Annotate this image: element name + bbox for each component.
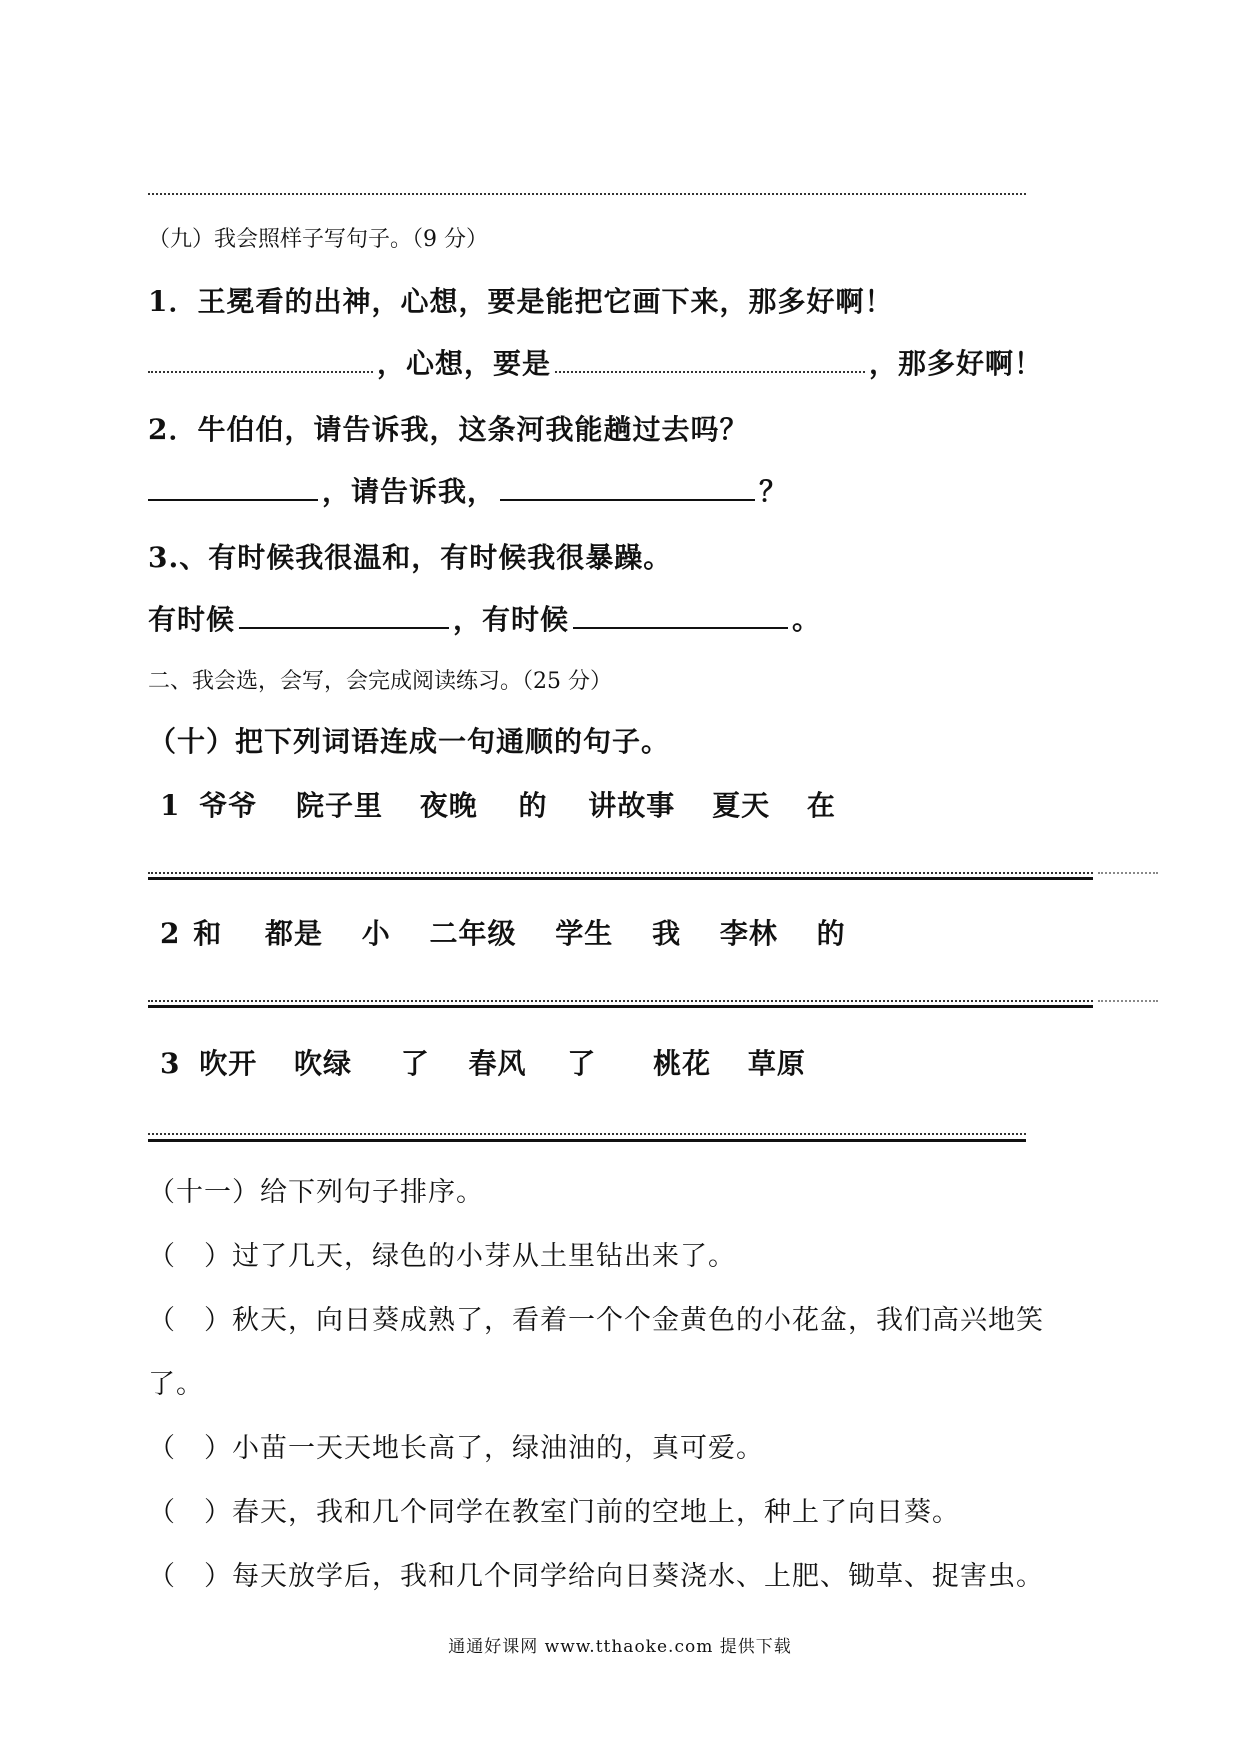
- word: 和: [193, 917, 223, 950]
- item-number: 3: [160, 1047, 181, 1080]
- fill-blank[interactable]: [148, 473, 318, 501]
- word: 爷爷: [199, 789, 258, 822]
- sentence: 小苗一天天地长高了，绿油油的，真可爱。: [232, 1433, 764, 1464]
- answer-line-solid: [148, 877, 1093, 880]
- word: 夜晚: [419, 789, 478, 822]
- sec9-q3-start: 有时候: [148, 603, 236, 636]
- sec10-item-2: [160, 912, 846, 952]
- answer-line-solid: [148, 1139, 1026, 1142]
- sentence: 秋天，向日葵成熟了，看着一个个金黄色的小花盆，我们高兴地笑: [232, 1305, 1044, 1336]
- word: 吹绿: [294, 1047, 353, 1080]
- sentence: 春天，我和几个同学在教室门前的空地上，种上了向日葵。: [232, 1497, 960, 1528]
- sec9-q3-fill: [148, 598, 821, 638]
- word: 我: [652, 917, 682, 950]
- word: 二年级: [429, 917, 517, 950]
- section-10-title: （十）把下列词语连成一句通顺的句子。: [148, 725, 671, 758]
- sec9-q1-end: ，那多好啊！: [869, 347, 1044, 380]
- word: 院子里: [296, 789, 384, 822]
- order-bracket[interactable]: （ ）: [148, 1305, 232, 1336]
- sec9-q2-end: ？: [759, 475, 789, 508]
- word: 了: [400, 1047, 430, 1080]
- section-9-title: （九）我会照样子写句子。（9 分）: [148, 227, 488, 252]
- answer-line-dotted: [148, 1133, 1026, 1135]
- answer-line-tail: [1098, 1000, 1158, 1002]
- word: 的: [816, 917, 846, 950]
- sort-item-2: [148, 1298, 1044, 1337]
- section-11-title: （十一）给下列句子排序。: [148, 1177, 484, 1208]
- fill-blank[interactable]: [148, 345, 373, 373]
- fill-blank[interactable]: [573, 601, 788, 629]
- sec9-q2-fill: [148, 470, 788, 510]
- item-number: 1: [160, 789, 181, 822]
- sort-item-4: [148, 1490, 960, 1529]
- footer-credit: 通通好课网 www.tthaoke.com 提供下载: [448, 1637, 792, 1657]
- order-bracket[interactable]: （ ）: [148, 1561, 232, 1592]
- answer-line-solid: [148, 1005, 1093, 1008]
- sort-item-1: [148, 1234, 736, 1273]
- sec9-q2-mid: ，请告诉我，: [322, 475, 497, 508]
- word: 李林: [719, 917, 778, 950]
- sort-item-5: [148, 1554, 1044, 1593]
- word: 学生: [555, 917, 614, 950]
- answer-line-dotted: [148, 872, 1093, 874]
- order-bracket[interactable]: （ ）: [148, 1497, 232, 1528]
- sec9-q2-stem: 2．牛伯伯，请告诉我，这条河我能趟过去吗？: [148, 413, 749, 446]
- word: 了: [567, 1047, 597, 1080]
- sec10-item-1: [160, 784, 836, 824]
- word: 草原: [747, 1047, 806, 1080]
- part-2-title: 二、我会选，会写，会完成阅读练习。（25 分）: [148, 669, 612, 694]
- sec9-q3-stem: 3.、有时候我很温和，有时候我很暴躁。: [148, 541, 673, 574]
- sec9-q3-mid: ，有时候: [453, 603, 570, 636]
- word: 的: [518, 789, 548, 822]
- word: 夏天: [712, 789, 771, 822]
- item-number: 2: [160, 917, 181, 950]
- word: 桃花: [653, 1047, 712, 1080]
- sentence: 过了几天，绿色的小芽从土里钻出来了。: [232, 1241, 736, 1272]
- word: 在: [806, 789, 836, 822]
- fill-blank[interactable]: [239, 601, 449, 629]
- word: 小: [361, 917, 391, 950]
- sort-item-2-continued: 了。: [148, 1369, 204, 1400]
- sentence: 每天放学后，我和几个同学给向日葵浇水、上肥、锄草、捉害虫。: [232, 1561, 1044, 1592]
- sort-item-3: [148, 1426, 764, 1465]
- sec9-q1-stem: 1．王冕看的出神，心想，要是能把它画下来，那多好啊！: [148, 285, 894, 318]
- sec9-q3-end: 。: [792, 603, 822, 636]
- sec10-item-3: [160, 1042, 806, 1082]
- order-bracket[interactable]: （ ）: [148, 1433, 232, 1464]
- order-bracket[interactable]: （ ）: [148, 1241, 232, 1272]
- sec9-q1-fill: [148, 342, 1043, 382]
- sec9-q1-mid: ，心想，要是: [377, 347, 552, 380]
- word: 讲故事: [588, 789, 676, 822]
- fill-blank[interactable]: [500, 473, 755, 501]
- answer-line-top: [148, 193, 1026, 195]
- answer-line-dotted: [148, 1000, 1093, 1002]
- answer-line-tail: [1098, 872, 1158, 874]
- fill-blank[interactable]: [555, 345, 865, 373]
- word: 春风: [468, 1047, 527, 1080]
- word: 吹开: [199, 1047, 258, 1080]
- word: 都是: [265, 917, 324, 950]
